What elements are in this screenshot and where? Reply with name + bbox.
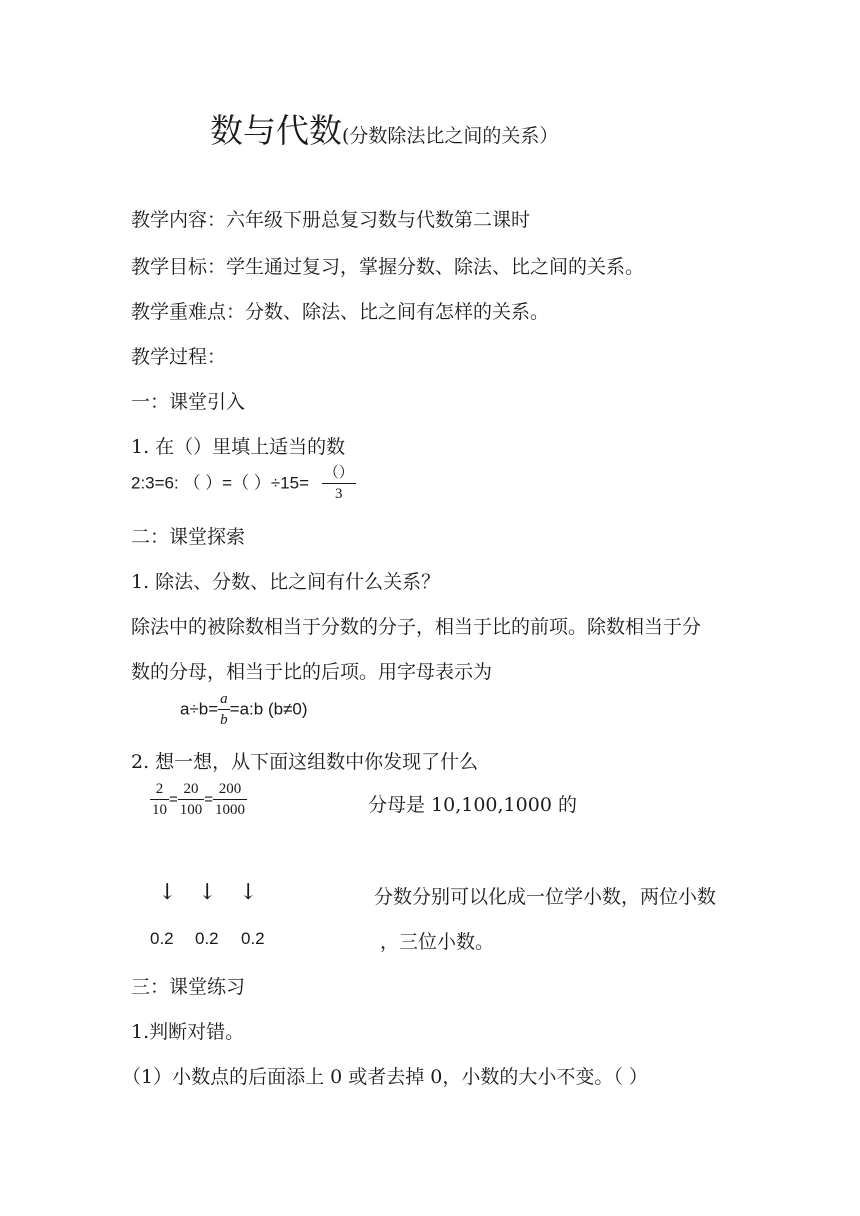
question-true-false: 1.判断对错。 (131, 1021, 245, 1043)
equation-row (131, 466, 356, 502)
formula-fraction (218, 692, 230, 728)
page-title (210, 105, 558, 152)
numerator: 200 (218, 781, 242, 797)
equation-fraction (322, 466, 356, 502)
formula-right: =a:b (b≠0) (229, 699, 308, 719)
formula (180, 692, 308, 728)
formula-left: a÷b= (180, 699, 219, 719)
teaching-process: 教学过程： (131, 346, 227, 368)
decimal-1: 0.2 (150, 929, 174, 948)
fraction-denominator: 3 (322, 483, 356, 502)
question-fill-blank: 1. 在（）里填上适当的数 (131, 436, 346, 458)
down-arrow-icon: ↓ (198, 880, 217, 905)
fraction-2-10 (150, 782, 169, 818)
denominator: 1000 (213, 799, 247, 818)
fraction-20-100 (178, 782, 205, 818)
decimal-2: 0.2 (195, 929, 219, 948)
title-main: 数与代数 (210, 111, 342, 150)
down-arrow-icon: ↓ (239, 880, 258, 905)
denominator: 100 (178, 799, 205, 818)
teaching-goal: 教学目标：学生通过复习，掌握分数、除法、比之间的关系。 (131, 256, 645, 278)
equation-prefix: 2:3=6: （ ）=（ ）÷15= (131, 473, 310, 493)
formula-numerator: a (220, 691, 228, 707)
note-decimals-1: 分数分别可以化成一位学小数，两位小数 (374, 886, 717, 908)
note-decimals-2: ，三位小数。 (380, 931, 495, 953)
denominator: 10 (150, 799, 169, 818)
teaching-difficulty: 教学重难点：分数、除法、比之间有怎样的关系。 (131, 301, 550, 323)
formula-denominator: b (218, 709, 230, 728)
question-discover: 2. 想一想，从下面这组数中你发现了什么 (131, 751, 479, 773)
equals-sign: = (204, 791, 214, 808)
section-one-heading: 一：课堂引入 (131, 391, 246, 413)
section-two-heading: 二：课堂探索 (131, 526, 246, 548)
fraction-group (150, 782, 247, 818)
fraction-200-1000 (213, 782, 247, 818)
question-item-1: （1）小数点的后面添上 0 或者去掉 0，小数的大小不变。（ ） (122, 1066, 648, 1088)
fraction-numerator: （） (323, 465, 354, 481)
paragraph-line-2: 数的分母，相当于比的后项。用字母表示为 (131, 661, 493, 683)
down-arrow-icon: ↓ (158, 880, 177, 905)
note-denominators: 分母是 10,100,1000 的 (368, 794, 577, 816)
section-three-heading: 三：课堂练习 (131, 976, 246, 998)
title-sub: (分数除法比之间的关系） (342, 125, 559, 147)
decimal-3: 0.2 (241, 929, 265, 948)
numerator: 20 (183, 781, 199, 797)
paragraph-line-1: 除法中的被除数相当于分数的分子，相当于比的前项。除数相当于分 (131, 616, 702, 638)
equals-sign: = (169, 791, 178, 808)
teaching-content: 教学内容：六年级下册总复习数与代数第二课时 (131, 209, 531, 231)
question-relation: 1. 除法、分数、比之间有什么关系？ (131, 571, 441, 593)
numerator: 2 (155, 781, 164, 797)
